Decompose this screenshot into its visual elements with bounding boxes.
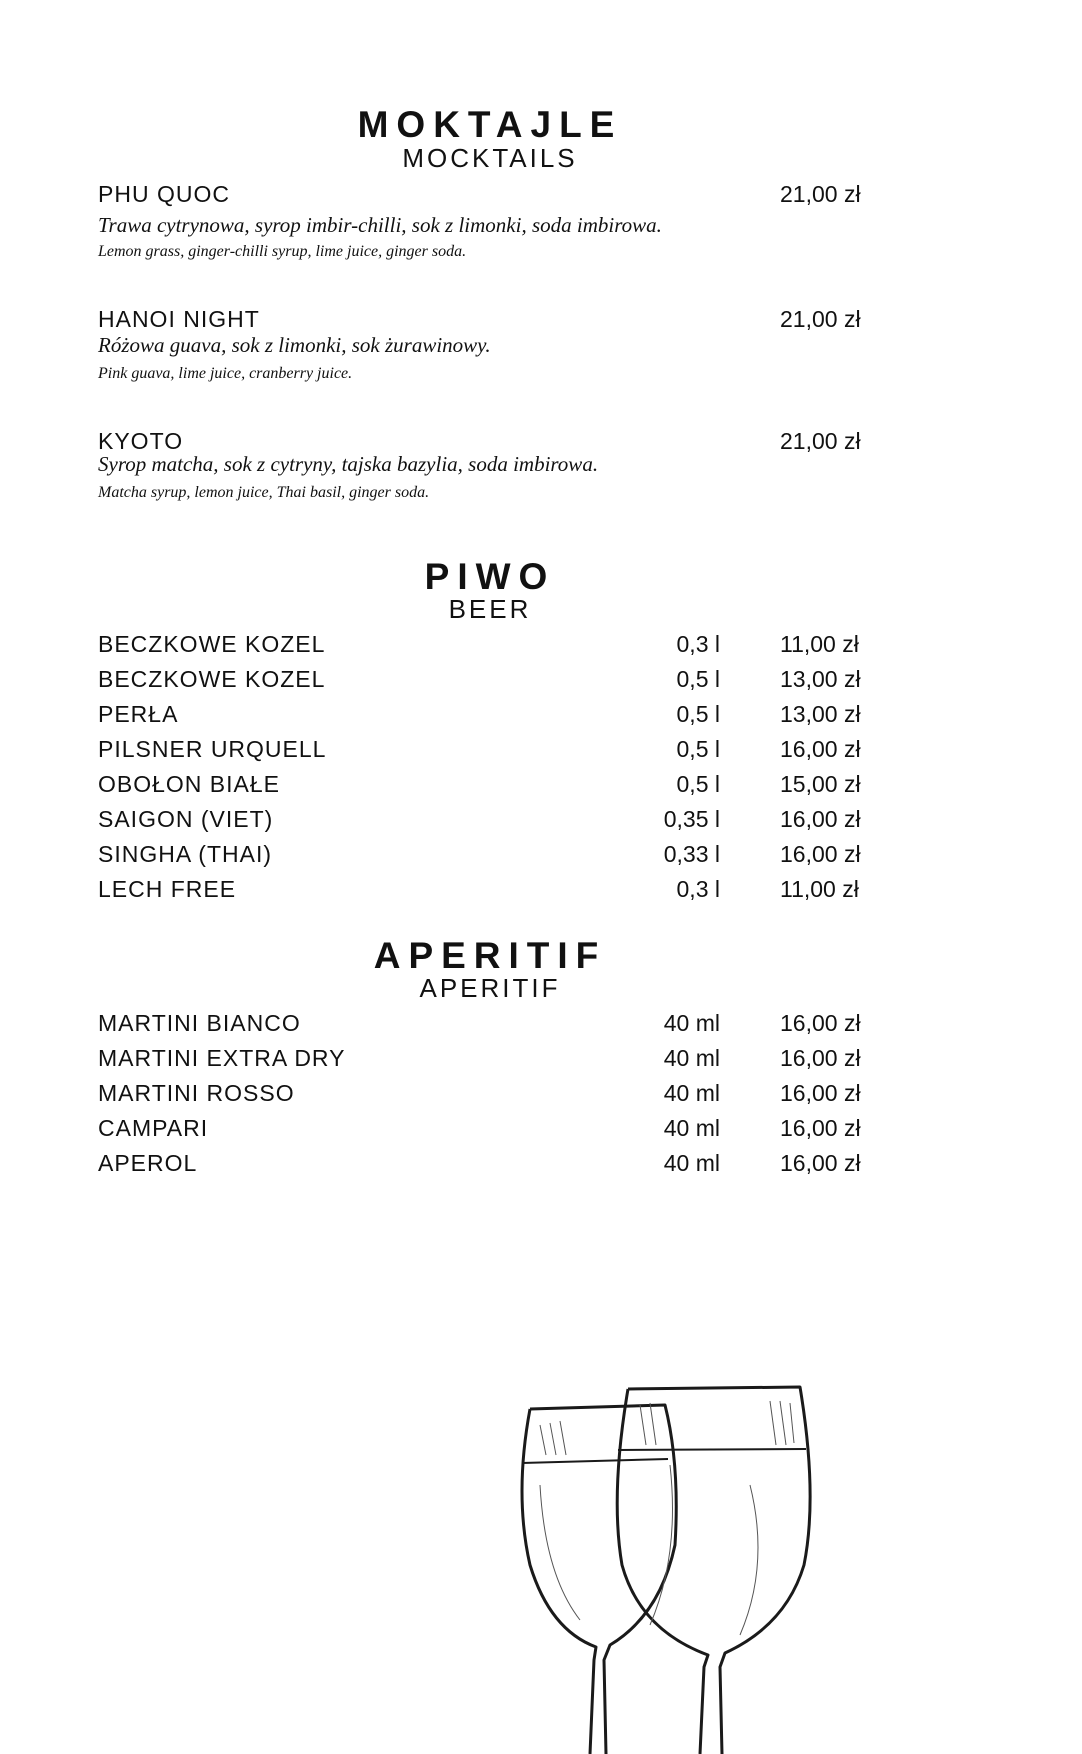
- beer-volume: 0,35 l: [663, 806, 720, 832]
- beer-price: 11,00 zł: [780, 876, 859, 902]
- aperitif-volume: 40 ml: [663, 1150, 720, 1176]
- mocktail-description-en: Matcha syrup, lemon juice, Thai basil, ginger soda.: [98, 484, 430, 501]
- aperitif-volume: 40 ml: [663, 1115, 720, 1141]
- beer-volume: 0,5 l: [676, 736, 720, 762]
- aperitif-name: APEROL: [98, 1150, 198, 1176]
- section-title-mocktails: MOKTAJLE: [357, 104, 623, 145]
- beer-volume: 0,3 l: [676, 631, 720, 657]
- aperitif-price: 16,00 zł: [780, 1115, 861, 1141]
- beer-name: LECH FREE: [98, 876, 237, 902]
- mocktail-description-en: Pink guava, lime juice, cranberry juice.: [98, 365, 353, 382]
- beer-volume: 0,5 l: [676, 701, 720, 727]
- beer-price: 16,00 zł: [780, 736, 861, 762]
- section-subtitle-beer: BEER: [448, 594, 532, 624]
- mocktail-name: HANOI NIGHT: [98, 306, 260, 332]
- beer-price: 13,00 zł: [780, 701, 861, 727]
- beer-name: PERŁA: [98, 701, 179, 727]
- mocktail-description-pl: Trawa cytrynowa, syrop imbir-chilli, sok z limonki, soda imbirowa.: [98, 213, 662, 237]
- mocktail-name: PHU QUOC: [98, 181, 230, 207]
- beer-name: BECZKOWE KOZEL: [98, 666, 326, 692]
- beer-name: PILSNER URQUELL: [98, 736, 327, 762]
- section-subtitle-mocktails: MOCKTAILS: [402, 143, 578, 173]
- beer-price: 16,00 zł: [780, 841, 861, 867]
- aperitif-name: MARTINI BIANCO: [98, 1010, 301, 1036]
- beer-price: 16,00 zł: [780, 806, 861, 832]
- beer-price: 15,00 zł: [780, 771, 861, 797]
- wine-glasses-icon: [500, 1375, 830, 1754]
- aperitif-name: CAMPARI: [98, 1115, 209, 1141]
- section-subtitle-aperitif: APERITIF: [419, 973, 561, 1003]
- aperitif-volume: 40 ml: [663, 1045, 720, 1071]
- beer-volume: 0,33 l: [663, 841, 720, 867]
- mocktail-description-pl: Różowa guava, sok z limonki, sok żurawinowy.: [98, 333, 491, 357]
- beer-volume: 0,5 l: [676, 771, 720, 797]
- aperitif-volume: 40 ml: [663, 1080, 720, 1106]
- beer-name: BECZKOWE KOZEL: [98, 631, 326, 657]
- section-title-aperitif: APERITIF: [373, 935, 607, 976]
- mocktail-description-en: Lemon grass, ginger-chilli syrup, lime juice, ginger soda.: [98, 243, 467, 260]
- beer-price: 11,00 zł: [780, 631, 859, 657]
- mocktail-price: 21,00 zł: [780, 181, 861, 207]
- beer-name: SINGHA (THAI): [98, 841, 273, 867]
- aperitif-price: 16,00 zł: [780, 1045, 861, 1071]
- mocktail-price: 21,00 zł: [780, 306, 861, 332]
- section-title-beer: PIWO: [424, 556, 556, 597]
- aperitif-name: MARTINI ROSSO: [98, 1080, 295, 1106]
- beer-volume: 0,5 l: [676, 666, 720, 692]
- mocktail-description-pl: Syrop matcha, sok z cytryny, tajska bazylia, soda imbirowa.: [98, 452, 599, 476]
- aperitif-name: MARTINI EXTRA DRY: [98, 1045, 346, 1071]
- mocktail-name: KYOTO: [98, 428, 184, 454]
- aperitif-price: 16,00 zł: [780, 1010, 861, 1036]
- beer-price: 13,00 zł: [780, 666, 861, 692]
- beer-volume: 0,3 l: [676, 876, 720, 902]
- beer-name: SAIGON (VIET): [98, 806, 274, 832]
- aperitif-price: 16,00 zł: [780, 1080, 861, 1106]
- aperitif-volume: 40 ml: [663, 1010, 720, 1036]
- mocktail-price: 21,00 zł: [780, 428, 861, 454]
- aperitif-price: 16,00 zł: [780, 1150, 861, 1176]
- beer-name: OBOŁON BIAŁE: [98, 771, 281, 797]
